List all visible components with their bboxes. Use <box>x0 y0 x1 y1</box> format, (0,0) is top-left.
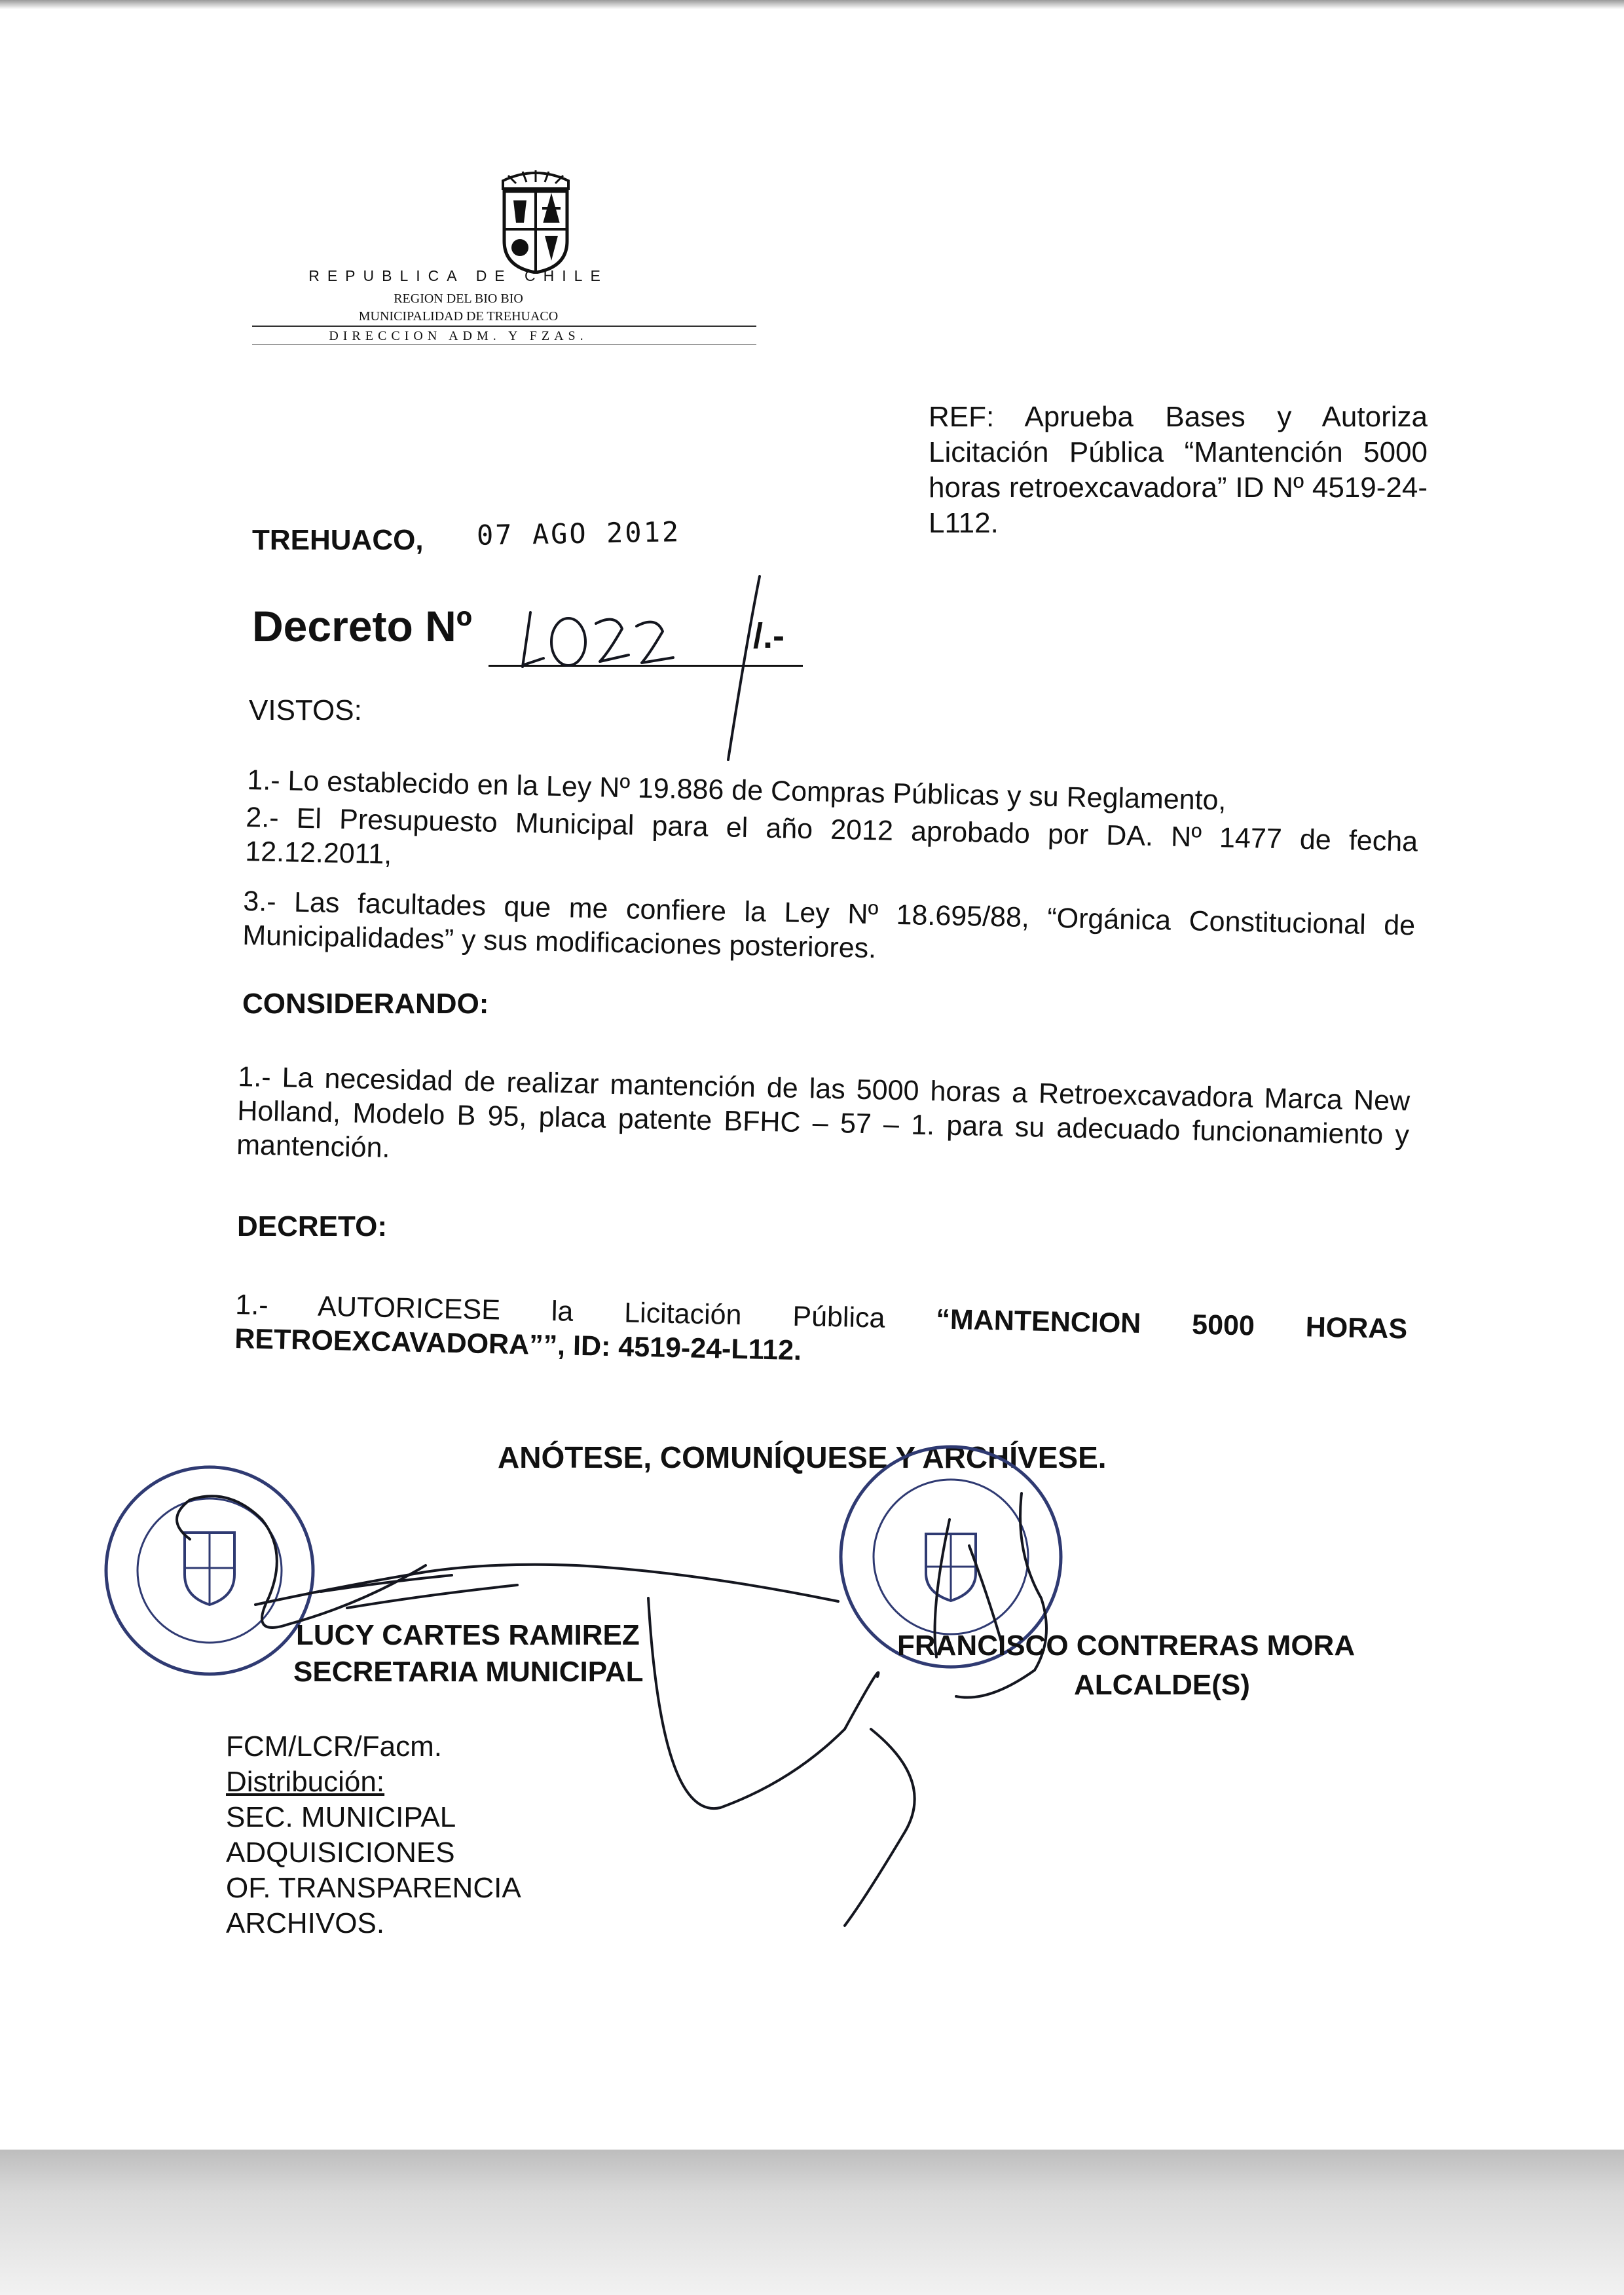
scan-edge-bottom <box>0 2150 1624 2295</box>
vistos-item: 2.- El Presupuesto Municipal para el año 2012 aprobado por DA. Nº 1477 de fecha 12.12.2011, <box>244 801 1418 870</box>
scan-edge-top <box>0 0 1624 9</box>
mayor-title: ALCALDE(S) <box>1074 1669 1250 1701</box>
reference-block: REF: Aprueba Bases y Autoriza Licitación Pública “Mantención 5000 horas retroexcavadora” ID Nº 4519-24-L112. <box>929 401 1428 539</box>
handwritten-decree-number <box>485 550 825 766</box>
considerando-heading: CONSIDERANDO: <box>242 988 489 1020</box>
vistos-item: 3.- Las facultades que me confiere la Ley Nº 18.695/88, “Orgánica Constitucional de Municipalidades” y sus modificaciones posteriores. <box>242 885 1416 965</box>
letterhead-municipality: MUNICIPALIDAD DE TREHUACO <box>358 309 559 324</box>
secretary-title: SECRETARIA MUNICIPAL <box>293 1656 644 1688</box>
vistos-item: 1.- Lo establecido en la Ley Nº 19.886 de Compras Públicas y su Reglamento, <box>246 764 1227 817</box>
decreto-heading: DECRETO: <box>237 1210 387 1242</box>
distribution-block <box>226 1729 521 1941</box>
coat-of-arms-logo <box>490 169 581 274</box>
mayor-name: FRANCISCO CONTRERAS MORA <box>897 1630 1356 1662</box>
distribution-recipient: OF. TRANSPARENCIA <box>226 1872 521 1904</box>
decreto-item-text: 1.- AUTORICESE la Licitación Pública <box>234 1288 936 1335</box>
decreto-item-bold: “MANTENCION 5000 HORAS RETROEXCAVADORA””, ID: 4519-24-L112. <box>234 1303 1408 1367</box>
letterhead-country: REPUBLICA DE CHILE <box>308 267 608 284</box>
distribution-initials: FCM/LCR/Facm. <box>226 1730 442 1763</box>
distribution-recipient: SEC. MUNICIPAL <box>226 1801 456 1833</box>
letterhead-divider <box>252 326 756 327</box>
date-stamp: 07 AGO 2012 <box>476 515 681 551</box>
vistos-heading: VISTOS: <box>249 694 362 726</box>
considerando-item: 1.- La necesidad de realizar mantención de las 5000 horas a Retroexcavadora Marca New Holland, Modelo B 95, placa patente BFHC – 57 – 1. para su adecuado funcionamiento y mantención. <box>236 1060 1411 1164</box>
distribution-recipient: ARCHIVOS. <box>226 1907 385 1939</box>
distribution-heading-text: Distribución: <box>226 1766 385 1798</box>
place-label: TREHUACO, <box>252 524 424 556</box>
decree-label: Decreto Nº <box>252 602 472 650</box>
distribution-heading <box>226 1764 521 1800</box>
letterhead-region: REGION DEL BIO BIO <box>394 291 523 306</box>
decreto-item <box>234 1288 1408 1380</box>
secretary-name: LUCY CARTES RAMIREZ <box>296 1619 640 1651</box>
distribution-recipient: ADQUISICIONES <box>226 1837 455 1869</box>
letterhead-department: DIRECCION ADM. Y FZAS. <box>329 329 588 343</box>
decree-suffix: /.- <box>753 616 784 656</box>
closing-formula: ANÓTESE, COMUNÍQUESE Y ARCHÍVESE. <box>498 1440 1107 1474</box>
